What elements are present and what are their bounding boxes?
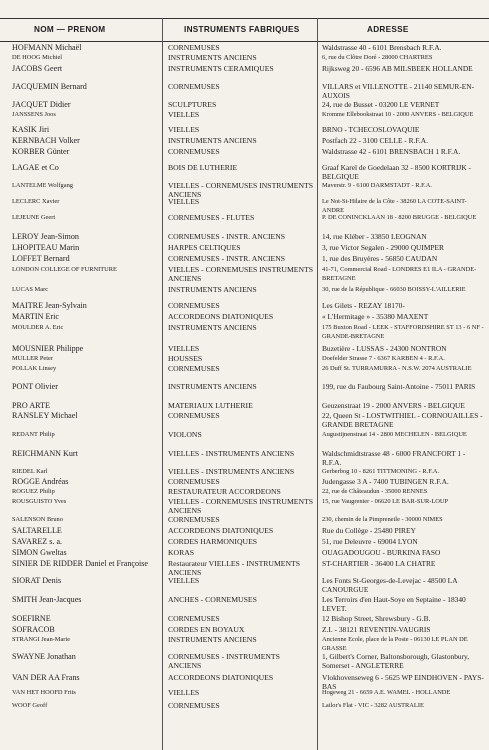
- table-row: [0, 577, 489, 596]
- row-address: Graaf Karel de Goedelaan 32 - 8500 KORTRIJK - BELGIQUE: [322, 163, 471, 181]
- row-address: Waldstrasse 42 - 6101 BRENSBACH 1 R.F.A.: [322, 147, 461, 156]
- row-address: 41-71, Commercial Road - LONDRES E1 ILA - GRANDE-BRETAGNE: [322, 266, 477, 282]
- row-address: 24, rue de Busset - 03200 LE VERNET: [322, 100, 440, 109]
- row-address: Le Not-St-Hilaire de la Côte - 38260 LA COTE-SAINT-ANDRE: [322, 198, 467, 214]
- row-name: LANTELME Wolfgang: [12, 182, 73, 189]
- row-instruments: CORNEMUSES: [168, 477, 220, 486]
- row-name: LOFFET Bernard: [12, 254, 70, 263]
- row-name: JACQUET Didier: [12, 100, 71, 109]
- row-address: P. DE CONINCKLAAN 18 - 8200 BRUGGE - BELGIQUE: [322, 214, 477, 221]
- row-address: 22, Queen St - LOSTWITHIEL - CORNOUAILLES - GRANDE BRETAGNE: [322, 411, 483, 429]
- table-row: [0, 214, 489, 233]
- row-name: JACOBS Geert: [12, 64, 63, 73]
- table-row: [0, 560, 489, 577]
- table-row: [0, 689, 489, 702]
- row-address: Rijksweg 20 - 6596 AB MILSBEEK HOLLANDE: [322, 64, 473, 73]
- row-instruments: Restaurateur VIELLES - INSTRUMENTS ANCIENS: [168, 559, 301, 577]
- row-name: VAN HET HOOFD Frits: [12, 689, 76, 696]
- row-address: 22, rue de Châteaudun - 35000 RENNES: [322, 488, 428, 495]
- row-name: SIMON Gweltas: [12, 548, 67, 557]
- row-address: 1, Gilbert's Corner, Baltonsborough, Glastonbury, Somerset - ANGLETERRE: [322, 652, 470, 670]
- table-row: [0, 101, 489, 111]
- row-address: ST-CHARTIER - 36400 LA CHATRE: [322, 559, 436, 568]
- row-address: Waldschmidtstrasse 48 - 6000 FRANCFORT 1 - R.F.A.: [322, 449, 466, 467]
- row-name: JACQUEMIN Bernard: [12, 82, 87, 91]
- row-address: Buzetière - LUSSAS - 24300 NONTRON: [322, 344, 447, 353]
- table-row: [0, 383, 489, 402]
- row-address: Rue du Collège - 25480 PIREY: [322, 526, 416, 535]
- row-name: PRO ARTE: [12, 401, 50, 410]
- row-address: OUAGADOUGOU - BURKINA FASO: [322, 548, 441, 557]
- row-address: Doefelder Strasse 7 - 6367 KARBEN 4 - R.F.A.: [322, 355, 445, 362]
- row-name: WOOF Geoff: [12, 702, 48, 709]
- row-instruments: CORNEMUSES - INSTR. ANCIENS: [168, 254, 286, 263]
- row-instruments: VIELLES - CORNEMUSES INSTRUMENTS ANCIENS: [168, 265, 314, 283]
- row-address: Geuzenstraat 19 - 2000 ANVERS - BELGIQUE: [322, 401, 465, 410]
- row-instruments: CORNEMUSES: [168, 614, 220, 623]
- row-instruments: VIELLES: [168, 110, 200, 119]
- directory-table: [0, 44, 489, 712]
- row-address: Les Gilets - REZAY 18170-: [322, 301, 405, 310]
- row-instruments: INSTRUMENTS ANCIENS: [168, 635, 257, 644]
- table-row: [0, 412, 489, 431]
- row-instruments: ACCORDEONS DIATONIQUES: [168, 312, 274, 321]
- row-name: MARTIN Eric: [12, 312, 59, 321]
- row-instruments: INSTRUMENTS CERAMIQUES: [168, 64, 274, 73]
- row-address: Les Fonts St-Georges-de-Levejac - 48500 LA CANOURGUE: [322, 576, 458, 594]
- row-name: SOEFIRNE: [12, 614, 51, 623]
- row-address: Postfach 22 - 3100 CELLE - R.F.A.: [322, 136, 428, 145]
- table-row: [0, 653, 489, 674]
- row-address: 230, chemin de la Pimpreneile - 30000 NIMES: [322, 516, 443, 523]
- table-row: [0, 365, 489, 383]
- row-name: LUCAS Marc: [12, 286, 49, 293]
- table-row: [0, 266, 489, 286]
- table-row: [0, 431, 489, 450]
- table-row: [0, 65, 489, 83]
- row-name: MULLER Peter: [12, 355, 53, 362]
- table-row: [0, 83, 489, 101]
- row-instruments: CORNEMUSES: [168, 82, 220, 91]
- row-instruments: VIELLES: [168, 125, 200, 134]
- table-row: [0, 355, 489, 365]
- table-row: [0, 636, 489, 653]
- table-row: [0, 450, 489, 468]
- row-name: POLLAK Linsey: [12, 365, 57, 372]
- row-instruments: CORNEMUSES: [168, 301, 220, 310]
- row-address: Vlokhovenseweg 6 - 5625 WP EINDHOVEN - PAYS-BAS: [322, 673, 484, 691]
- row-address: Judengasse 3 A - 7400 TUBINGEN R.F.A.: [322, 477, 449, 486]
- row-instruments: CORNEMUSES: [168, 43, 220, 52]
- row-name: MAITRE Jean-Sylvain: [12, 301, 87, 310]
- row-address: Les Terroirs d'en Haut-Soye en Septaine - 18340 LEVET.: [322, 595, 466, 613]
- row-instruments: HOUSSES: [168, 354, 203, 363]
- row-instruments: CORNEMUSES: [168, 364, 220, 373]
- row-name: LEJEUNE Geert: [12, 214, 56, 221]
- row-instruments: INSTRUMENTS ANCIENS: [168, 382, 257, 391]
- row-address: BRNO - TCHECOSLOVAQUIE: [322, 125, 420, 134]
- row-instruments: VIELLES: [168, 688, 200, 697]
- row-name: SIORAT Denis: [12, 576, 62, 585]
- row-address: Hogeweg 21 - 6659 A.E. WAMEL - HOLLANDE: [322, 689, 451, 696]
- row-address: 6, rue du Clôtre Doré - 28000 CHARTRES: [322, 54, 433, 61]
- row-name: HOFMANN Michaël: [12, 43, 82, 52]
- table-row: [0, 148, 489, 164]
- row-instruments: MATERIAUX LUTHERIE: [168, 401, 253, 410]
- row-name: SOFRACOB: [12, 625, 55, 634]
- row-name: VAN DER AA Frans: [12, 673, 80, 682]
- row-address: 1, rue des Bruyères - 56850 CAUDAN: [322, 254, 438, 263]
- row-address: Waldstrasse 40 - 6101 Brensbach R.F.A.: [322, 43, 442, 52]
- header-instruments: INSTRUMENTS FABRIQUES: [184, 25, 300, 34]
- row-address: 15, rue Vaugrenier - 06620 LE BAR-SUR-LOUP: [322, 498, 449, 505]
- header-address: ADRESSE: [367, 25, 409, 34]
- row-name: RANSLEY Michael: [12, 411, 78, 420]
- row-name: KORBER Günter: [12, 147, 70, 156]
- row-address: Augustijnenstraat 14 - 2800 MECHELEN - BELGIQUE: [322, 431, 467, 438]
- row-address: 51, rue Deleuvre - 69004 LYON: [322, 537, 418, 546]
- row-address: « L'Hermitage » - 35380 MAXENT: [322, 312, 429, 321]
- row-name: ROGGE Andréas: [12, 477, 69, 486]
- row-name: MOUSNIER Philippe: [12, 344, 84, 353]
- row-address: 3, rue Victor Segalen - 29000 QUIMPER: [322, 243, 444, 252]
- row-instruments: VIELLES - INSTRUMENTS ANCIENS: [168, 467, 295, 476]
- table-row: [0, 111, 489, 126]
- row-address: 12 Bishop Street, Shrewsbury - G.B.: [322, 614, 431, 623]
- row-address: Kromme Ellebookstraat 10 - 2000 ANVERS - BELGIQUE: [322, 111, 474, 118]
- row-instruments: INSTRUMENTS ANCIENS: [168, 53, 257, 62]
- row-name: REICHMANN Kurt: [12, 449, 78, 458]
- table-row: [0, 182, 489, 198]
- table-row: [0, 596, 489, 615]
- row-name: LECLERC Xavier: [12, 198, 60, 205]
- row-name: ROUSGUISTO Yves: [12, 498, 67, 505]
- row-instruments: KORAS: [168, 548, 195, 557]
- row-address: 26 Duff St. TURRAMURRA - N.S.W. 2074 AUSTRALIE: [322, 365, 472, 372]
- table-row: [0, 324, 489, 345]
- row-name: STRANGI Jean-Marie: [12, 636, 71, 643]
- row-name: PONT Olivier: [12, 382, 58, 391]
- row-name: LHOPITEAU Marin: [12, 243, 80, 252]
- row-name: RIEDEL Karl: [12, 468, 48, 475]
- row-name: REDANT Philip: [12, 431, 55, 438]
- row-instruments: INSTRUMENTS ANCIENS: [168, 285, 257, 294]
- row-instruments: BOIS DE LUTHERIE: [168, 163, 238, 172]
- table-row: [0, 674, 489, 689]
- row-address: 30, rue de la République - 66030 BOISSY-L'AILLERIE: [322, 286, 466, 293]
- row-instruments: INSTRUMENTS ANCIENS: [168, 136, 257, 145]
- row-instruments: VIELLES: [168, 344, 200, 353]
- row-address: Gerberbog 10 - 8261 TITTMONING - R.F.A.: [322, 468, 440, 475]
- row-instruments: HARPES CELTIQUES: [168, 243, 241, 252]
- row-instruments: CORNEMUSES - FLUTES: [168, 213, 255, 222]
- row-name: DE HOOG Michiel: [12, 54, 63, 61]
- row-instruments: SCULPTURES: [168, 100, 217, 109]
- row-address: Z.I. - 38121 REVENTIN-VAUGRIS: [322, 625, 431, 634]
- row-instruments: CORNEMUSES: [168, 515, 220, 524]
- row-instruments: CORNEMUSES: [168, 411, 220, 420]
- row-address: Maverstr. 9 - 6100 DARMSTADT - R.F.A.: [322, 182, 432, 189]
- row-name: SALTARELLE: [12, 526, 62, 535]
- row-name: KASIK Jiri: [12, 125, 50, 134]
- table-row: [0, 164, 489, 182]
- row-address: 14, rue Kléber - 33850 LEOGNAN: [322, 232, 427, 241]
- row-name: JANSSENS Joos: [12, 111, 56, 118]
- row-instruments: CORDES EN BOYAUX: [168, 625, 245, 634]
- row-instruments: CORNEMUSES: [168, 147, 220, 156]
- row-name: MOULDER A. Eric: [12, 324, 64, 331]
- row-name: LAGAE et Co: [12, 163, 59, 172]
- row-name: SMITH Jean-Jacques: [12, 595, 82, 604]
- table-row: [0, 498, 489, 516]
- row-name: SAVAREZ s. a.: [12, 537, 63, 546]
- table-row: [0, 198, 489, 214]
- row-instruments: VIELLES: [168, 197, 200, 206]
- row-name: SINIER DE RIDDER Daniel et Françoise: [12, 559, 148, 568]
- row-instruments: CORNEMUSES - INSTRUMENTS ANCIENS: [168, 652, 280, 670]
- row-address: Ancienne Ecole, place de la Poste - 06130 LE PLAN DE GRASSE: [322, 636, 468, 652]
- row-name: ROGUEZ Philip: [12, 488, 55, 495]
- row-instruments: VIELLES - CORNEMUSES INSTRUMENTS ANCIENS: [168, 497, 314, 515]
- row-name: SALENSON Bruno: [12, 516, 63, 523]
- row-instruments: ACCORDEONS DIATONIQUES: [168, 526, 274, 535]
- header-name: NOM — PRENOM: [34, 25, 106, 34]
- row-address: 175 Buxton Road - LEEK - STAFFORDSHIRE ST 13 - 6 NF - GRANDE-BRETAGNE: [322, 324, 484, 340]
- table-header: [0, 18, 489, 42]
- table-row: [0, 286, 489, 302]
- row-instruments: VIELLES - INSTRUMENTS ANCIENS: [168, 449, 295, 458]
- row-instruments: VIELLES: [168, 576, 200, 585]
- row-instruments: CORNEMUSES: [168, 701, 220, 710]
- row-name: LONDON COLLEGE OF FURNITURE: [12, 266, 117, 273]
- row-instruments: RESTAURATEUR ACCORDEONS: [168, 487, 281, 496]
- row-instruments: ANCHES - CORNEMUSES: [168, 595, 257, 604]
- row-instruments: VIOLONS: [168, 430, 202, 439]
- table-row: [0, 702, 489, 712]
- row-instruments: ACCORDEONS DIATONIQUES: [168, 673, 274, 682]
- row-address: Lailor's Flat - VIC - 3282 AUSTRALIE: [322, 702, 424, 709]
- row-instruments: CORNEMUSES - INSTR. ANCIENS: [168, 232, 286, 241]
- row-instruments: CORDES HARMONIQUES: [168, 537, 258, 546]
- table-row: [0, 345, 489, 355]
- row-instruments: INSTRUMENTS ANCIENS: [168, 323, 257, 332]
- row-address: 199, rue du Faubourg Saint-Antoine - 75011 PARIS: [322, 382, 476, 391]
- row-instruments: VIELLES - CORNEMUSES INSTRUMENTS ANCIENS: [168, 181, 314, 199]
- row-name: SWAYNE Jonathan: [12, 652, 76, 661]
- row-name: LEROY Jean-Simon: [12, 232, 79, 241]
- row-name: KERNBACH Volker: [12, 136, 80, 145]
- row-address: VILLARS et VILLENOTTE - 21140 SEMUR-EN-AUXOIS: [322, 82, 475, 100]
